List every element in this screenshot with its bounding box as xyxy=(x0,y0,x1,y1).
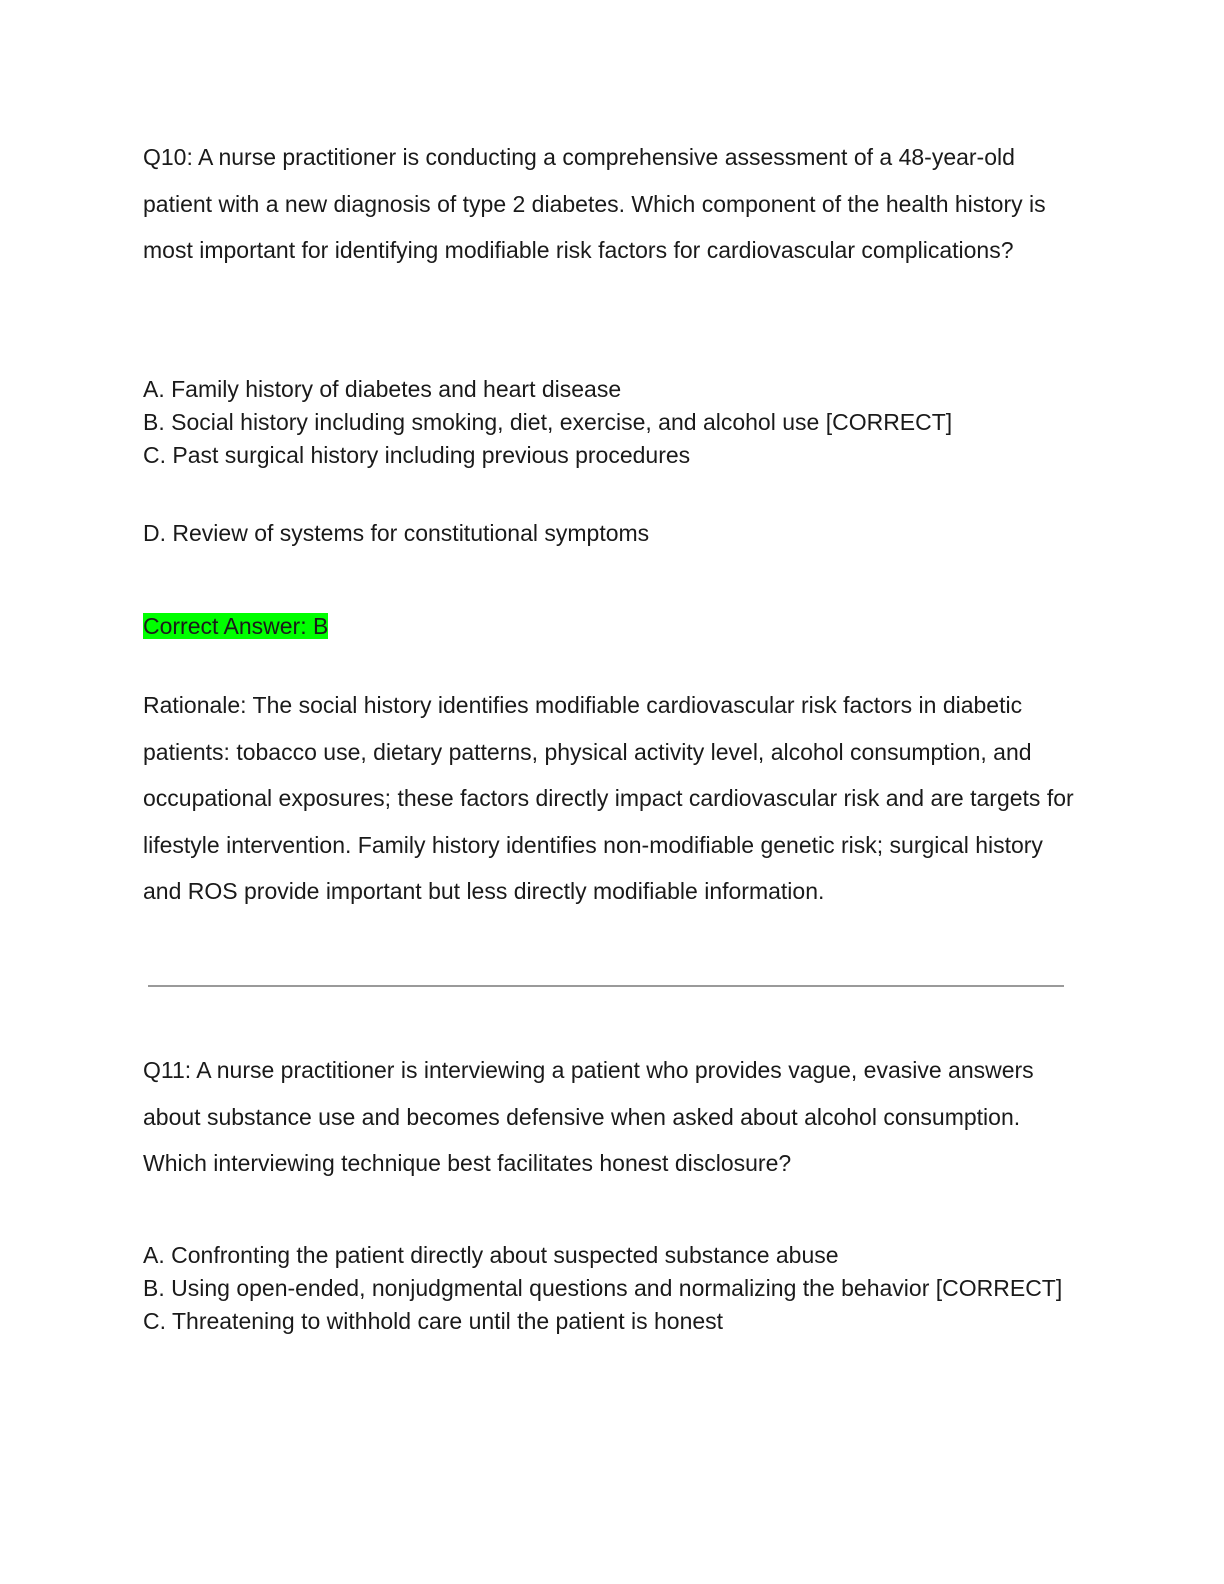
option-a: A. Confronting the patient directly about suspected substance abuse xyxy=(143,1242,839,1268)
rationale-text: Rationale: The social history identifies modifiable cardiovascular risk factors in diabetic patients: tobacco use, dietary patterns, physical activity level, alcohol consumption, and occupational exposures; these factors directly impact cardiovascular risk and are targets for lifestyle intervention. Family history identifies non-modifiable genetic risk; surgical history and ROS provide important but less directly modifiable information. xyxy=(143,692,1074,904)
correct-answer-highlight: Correct Answer: B xyxy=(143,613,329,639)
option-d: D. Review of systems for constitutional symptoms xyxy=(143,520,650,546)
option-c: C. Past surgical history including previous procedures xyxy=(143,442,691,468)
section-divider xyxy=(148,985,1064,987)
correct-answer-line xyxy=(143,610,1083,643)
question-10-options xyxy=(143,373,1083,472)
option-b: B. Using open-ended, nonjudgmental questions and normalizing the behavior [CORRECT] xyxy=(143,1275,1063,1301)
option-b: B. Social history including smoking, diet, exercise, and alcohol use [CORRECT] xyxy=(143,409,953,435)
option-a: A. Family history of diabetes and heart disease xyxy=(143,376,622,402)
question-10-text: Q10: A nurse practitioner is conducting a comprehensive assessment of a 48-year-old patient with a new diagnosis of type 2 diabetes. Which component of the health history is most important for identifying modifiable risk factors for cardiovascular complications? xyxy=(143,144,1046,263)
option-c: C. Threatening to withhold care until the patient is honest xyxy=(143,1308,724,1334)
question-11-text: Q11: A nurse practitioner is interviewing a patient who provides vague, evasive answers about substance use and becomes defensive when asked about alcohol consumption. Which interviewing technique best facilitates honest disclosure? xyxy=(143,1057,1034,1176)
question-11-options xyxy=(143,1239,1083,1338)
